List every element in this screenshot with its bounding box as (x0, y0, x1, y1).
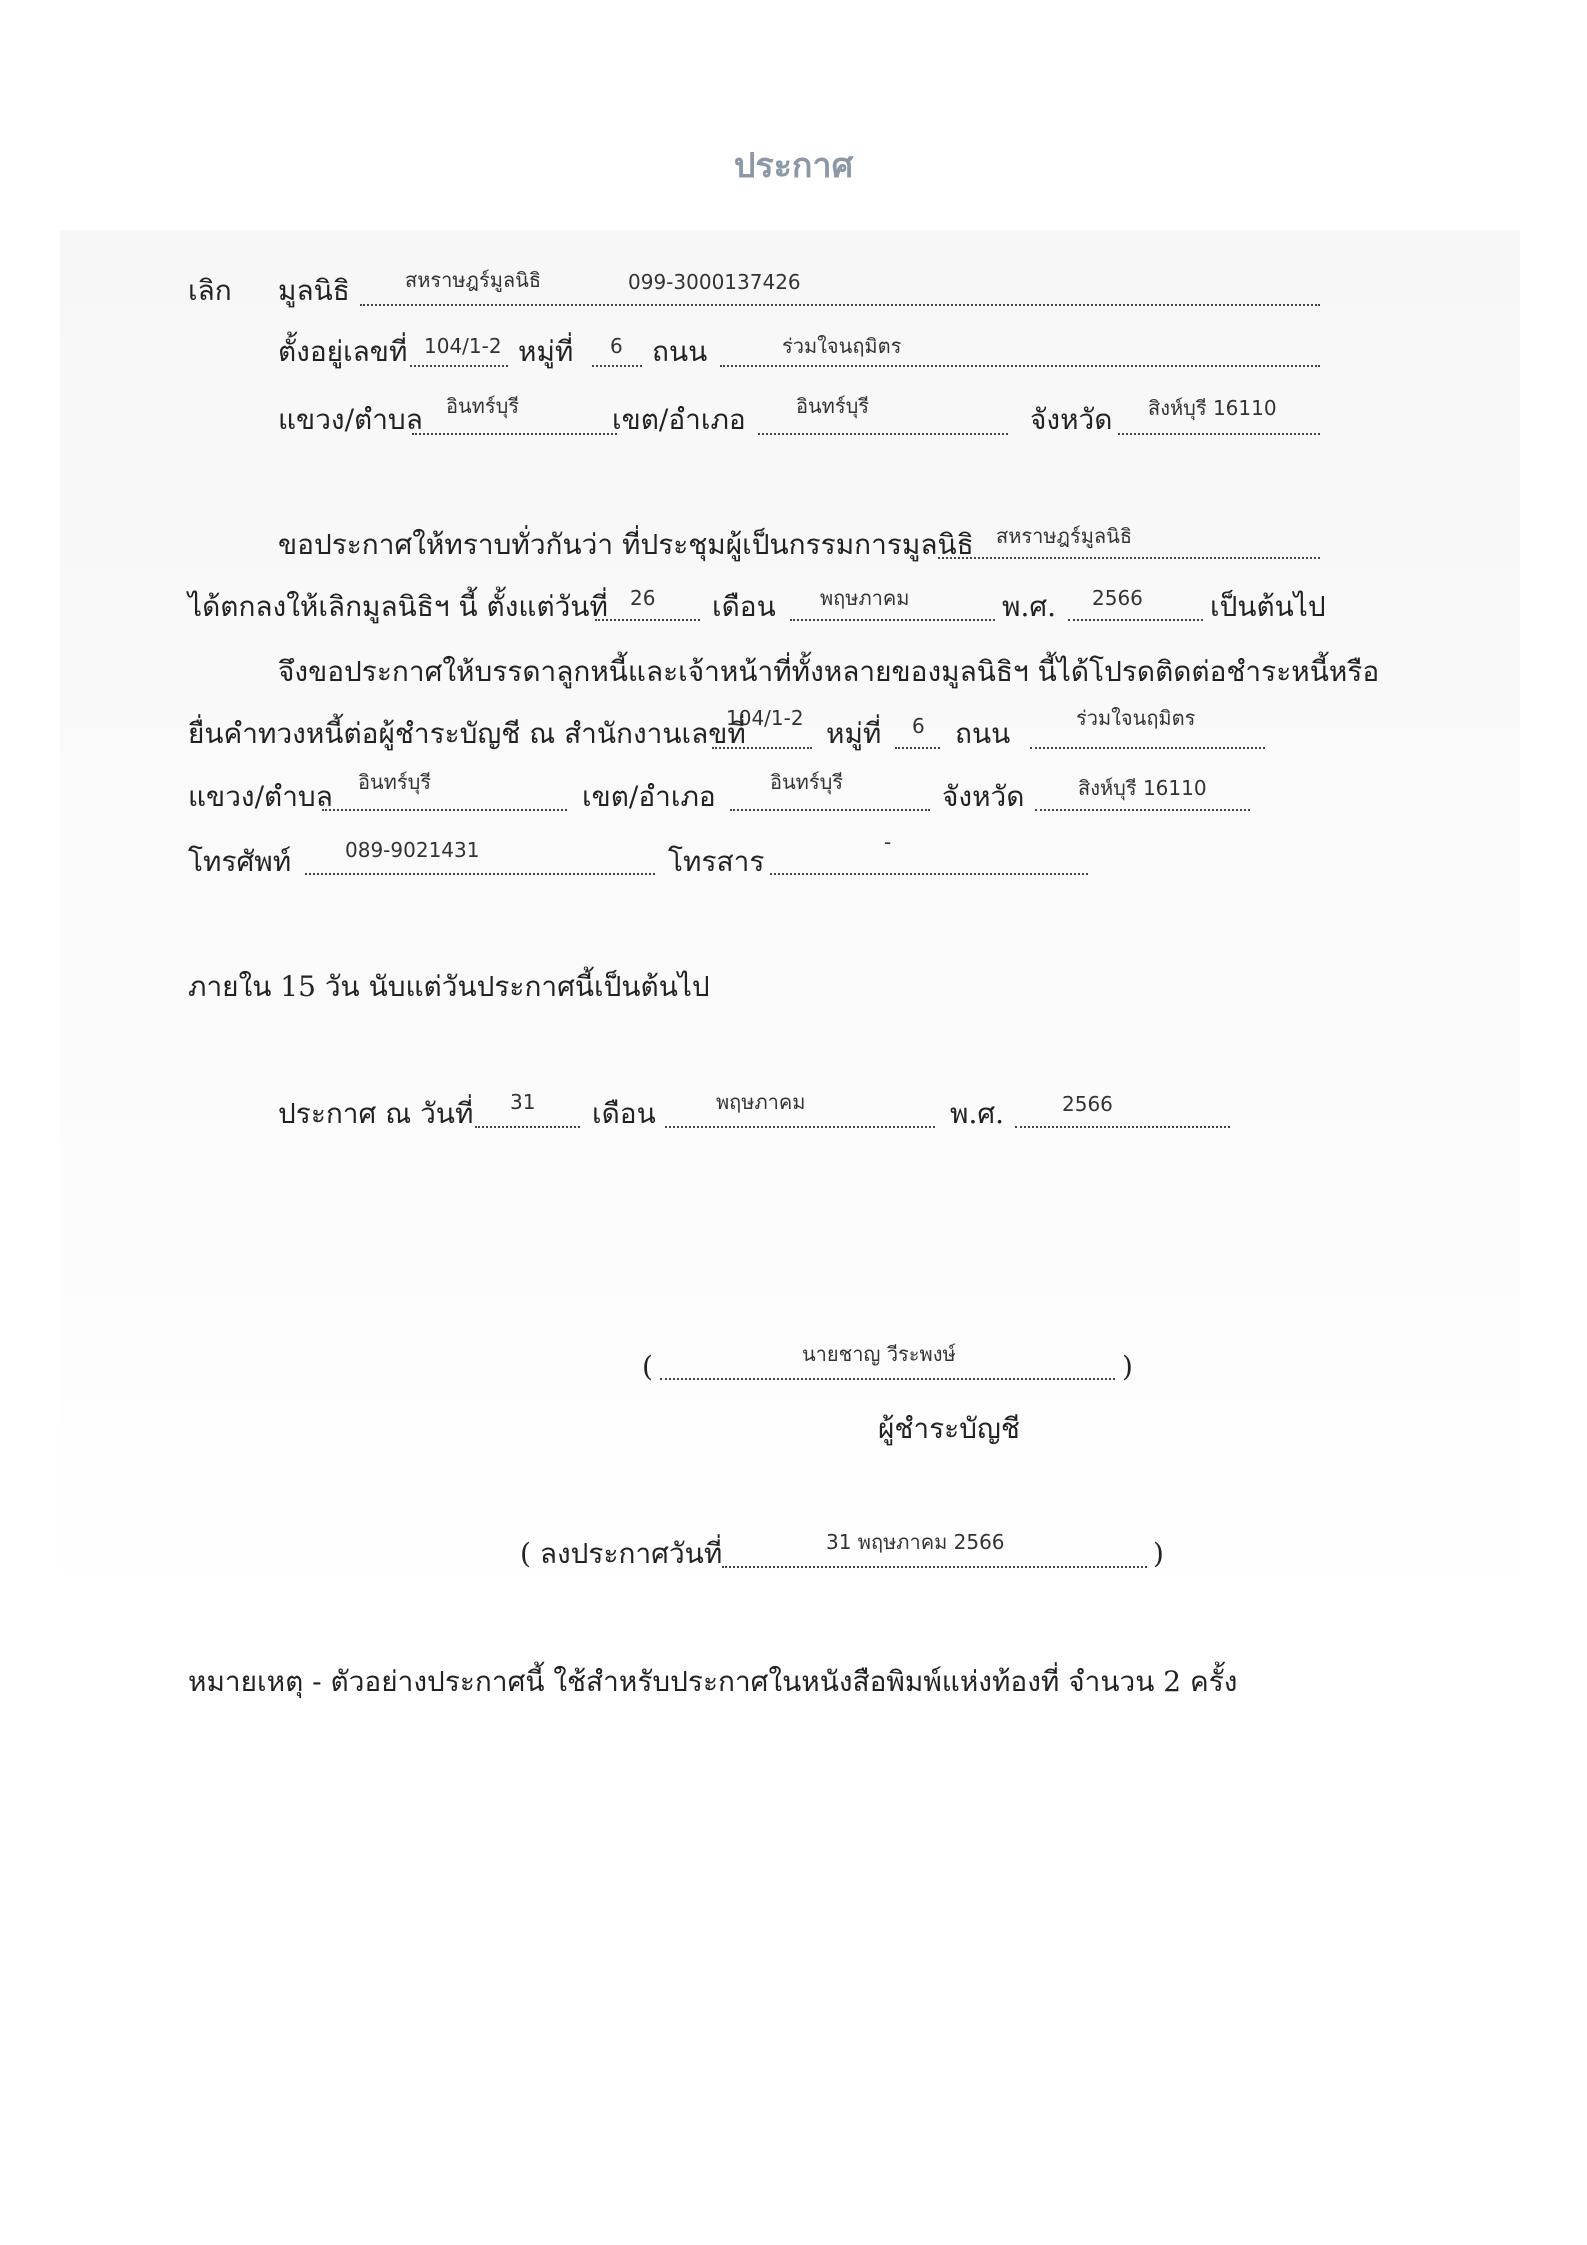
publish-open: ( ลงประกาศวันที่ (520, 1537, 723, 1570)
subdistrict-value: อินทร์บุรี (446, 394, 520, 418)
subdistrict-line (412, 433, 617, 435)
note-text: หมายเหตุ - ตัวอย่างประกาศนี้ ใช้สำหรับประกาศในหนังสือพิมพ์แห่งท้องที่ จำนวน 2 ครั้ง (188, 1665, 1238, 1698)
district-line (758, 433, 1008, 435)
office-moo-label: หมู่ที่ (826, 717, 882, 750)
month-value: พฤษภาคม (820, 586, 910, 610)
address-no-label: ตั้งอยู่เลขที่ (278, 335, 408, 368)
publish-line (722, 1566, 1147, 1568)
office-moo: 6 (912, 714, 925, 738)
address-no: 104/1-2 (424, 334, 502, 358)
moo-line (592, 365, 642, 367)
announce-month-line (665, 1126, 935, 1128)
announce-year-line (1015, 1126, 1230, 1128)
signature-name: นายชาญ วีระพงษ์ (802, 1342, 956, 1366)
signature-line (660, 1378, 1115, 1380)
province-line (1118, 433, 1320, 435)
subdistrict-label: แขวง/ตำบล (278, 403, 423, 436)
foundation-line (360, 304, 1320, 306)
phone-line (305, 873, 655, 875)
month-label: เดือน (712, 590, 776, 623)
district-value: อินทร์บุรี (796, 394, 870, 418)
office-province-label: จังหวัด (942, 780, 1025, 813)
announce-be-label: พ.ศ. (950, 1097, 1005, 1130)
office-no: 104/1-2 (726, 706, 804, 730)
office-subdistrict-label: แขวง/ตำบล (188, 780, 333, 813)
announce-label: ประกาศ ณ วันที่ (278, 1097, 474, 1130)
fax-value: - (884, 830, 892, 854)
road-line (720, 365, 1320, 367)
announce-day: 31 (510, 1090, 536, 1114)
fax-label: โทรสาร (668, 845, 765, 878)
foundation-label: มูลนิธิ (278, 274, 350, 307)
fax-line (770, 873, 1088, 875)
lead-word: เลิก (188, 274, 232, 307)
year-line (1068, 619, 1203, 621)
signature-role: ผู้ชำระบัญชี (878, 1412, 1020, 1445)
moo-value: 6 (610, 334, 623, 358)
day-line (595, 619, 700, 621)
announce-month: พฤษภาคม (716, 1090, 806, 1114)
province-label: จังหวัด (1030, 403, 1113, 436)
be-label: พ.ศ. (1002, 590, 1057, 623)
body-p2-end: เป็นต้นไป (1210, 590, 1326, 623)
foundation-id: 099-3000137426 (628, 270, 801, 294)
announce-month-label: เดือน (592, 1097, 656, 1130)
body-p1: ขอประกาศให้ทราบทั่วกันว่า ที่ประชุมผู้เป็นกรรมการมูลนิธิ (278, 528, 974, 561)
address-no-line (410, 365, 508, 367)
scan-shading (60, 230, 1520, 1630)
body-p1-foundation: สหราษฎร์มูลนิธิ (996, 524, 1133, 548)
month-line (790, 619, 995, 621)
publish-date: 31 พฤษภาคม 2566 (826, 1530, 1005, 1554)
phone-label: โทรศัพท์ (188, 845, 292, 878)
body-p2: ได้ตกลงให้เลิกมูลนิธิฯ นี้ ตั้งแต่วันที่ (188, 590, 608, 623)
office-subdistrict: อินทร์บุรี (358, 770, 432, 794)
district-label: เขต/อำเภอ (612, 403, 746, 436)
office-province: สิงห์บุรี 16110 (1078, 776, 1207, 800)
publish-close: ) (1153, 1537, 1164, 1570)
office-district-line (730, 809, 930, 811)
office-road-label: ถนน (955, 717, 1011, 750)
office-district-label: เขต/อำเภอ (582, 780, 716, 813)
body-p1-line (938, 557, 1320, 559)
road-value: ร่วมใจนฤมิตร (782, 334, 902, 358)
office-moo-line (895, 747, 940, 749)
moo-label: หมู่ที่ (518, 335, 574, 368)
body-p3: จึงขอประกาศให้บรรดาลูกหนี้และเจ้าหน้าที่ทั้งหลายของมูลนิธิฯ นี้ได้โปรดติดต่อชำระหนี้หรือ (278, 655, 1380, 688)
office-subdistrict-line (322, 809, 567, 811)
signature-open-paren: ( (642, 1350, 653, 1383)
road-label: ถนน (652, 335, 708, 368)
announce-year: 2566 (1062, 1092, 1113, 1116)
office-road: ร่วมใจนฤมิตร (1076, 706, 1196, 730)
office-district: อินทร์บุรี (770, 770, 844, 794)
within-text: ภายใน 15 วัน นับแต่วันประกาศนี้เป็นต้นไป (188, 970, 710, 1003)
year-value: 2566 (1092, 586, 1143, 610)
page-title: ประกาศ (733, 146, 854, 186)
office-province-line (1035, 809, 1250, 811)
day-value: 26 (630, 586, 656, 610)
signature-close-paren: ) (1122, 1350, 1133, 1383)
phone-value: 089-9021431 (345, 838, 480, 862)
announce-day-line (475, 1126, 580, 1128)
office-road-line (1030, 747, 1265, 749)
foundation-name: สหราษฎร์มูลนิธิ (405, 268, 542, 292)
province-value: สิงห์บุรี 16110 (1148, 396, 1277, 420)
body-p4: ยื่นคำทวงหนี้ต่อผู้ชำระบัญชี ณ สำนักงานเลขที่ (188, 717, 746, 750)
office-no-line (712, 747, 812, 749)
